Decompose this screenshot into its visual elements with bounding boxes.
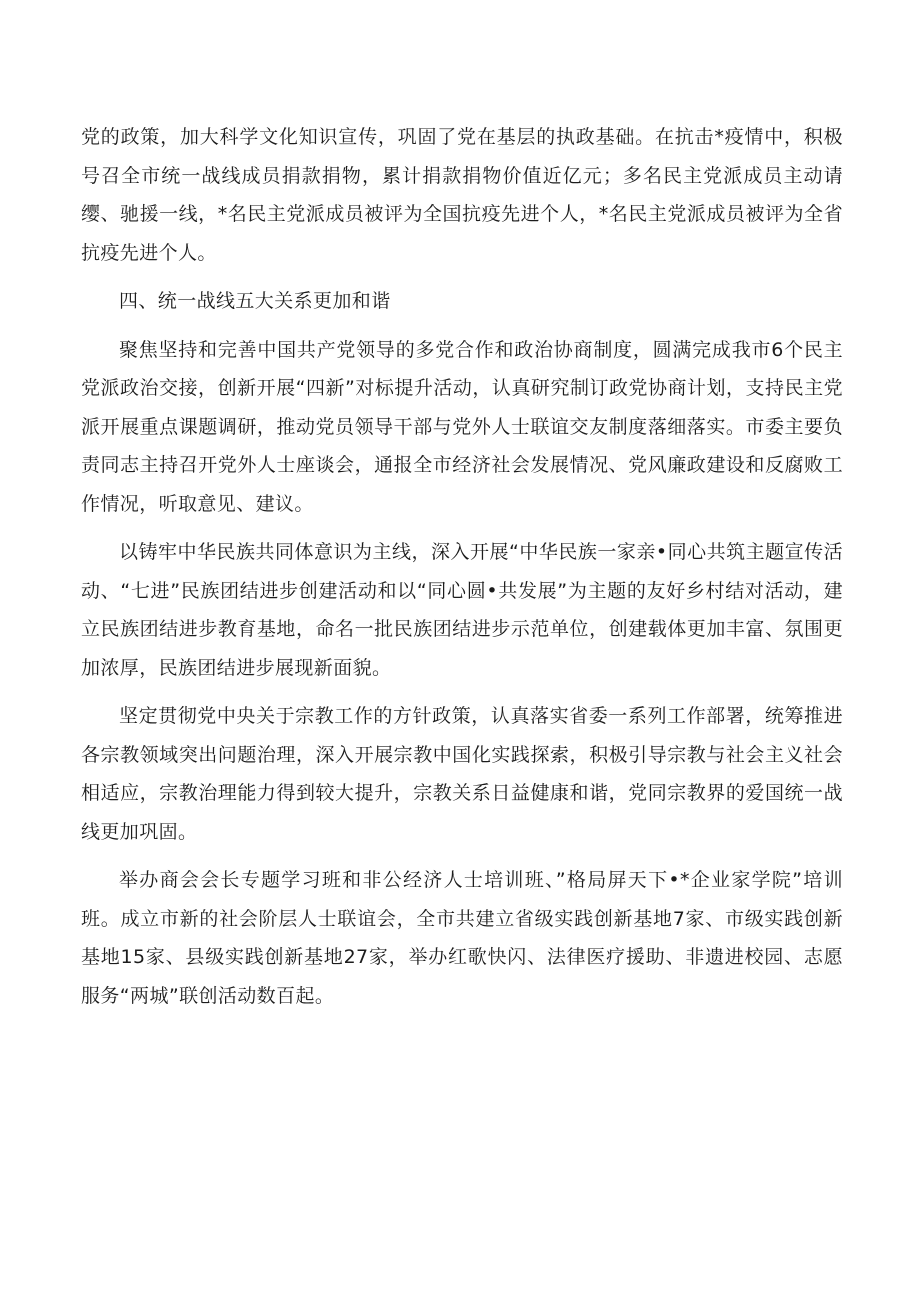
- paragraph-private-economy: 举办商会会长专题学习班和非公经济人士培训班、”格局屏天下•*企业家学院”培训班。成立市新的社会阶层人士联谊会，全市共建立省级实践创新基地7家、市级实践创新基地15家、县级实践创新基地27家，举办红歌快闪、法律医疗援助、非遗进校园、志愿服务“两城”联创活动数百起。: [81, 869, 843, 1007]
- paragraph-religious-work: 坚定贯彻党中央关于宗教工作的方针政策，认真落实省委一系列工作部署，统筹推进各宗教领域突出问题治理，深入开展宗教中国化实践探索，积极引导宗教与社会主义社会相适应，宗教治理能力得到较大提升，宗教关系日益健康和谐，党同宗教界的爱国统一战线更加巩固。: [81, 705, 843, 843]
- paragraph-continuation: 党的政策，加大科学文化知识宣传，巩固了党在基层的执政基础。在抗击*疫情中，积极号召全市统一战线成员捐款捐物，累计捐款捐物价值近亿元；多名民主党派成员主动请缨、驰援一线，*名民主党派成员被评为全国抗疫先进个人，*名民主党派成员被评为全省抗疫先进个人。: [81, 126, 843, 264]
- paragraph-ethnic-unity: 以铸牢中华民族共同体意识为主线，深入开展“中华民族一家亲•同心共筑主题宣传活动、“七进”民族团结进步创建活动和以“同心圆•共发展”为主题的友好乡村结对活动，建立民族团结进步教育基地，命名一批民族团结进步示范单位，创建载体更加丰富、氛围更加浓厚，民族团结进步展现新面貌。: [81, 541, 843, 679]
- paragraph-multiparty-cooperation: 聚焦坚持和完善中国共产党领导的多党合作和政治协商制度，圆满完成我市6个民主党派政治交接，创新开展“四新”对标提升活动，认真研究制订政党协商计划，支持民主党派开展重点课题调研，推动党员领导干部与党外人士联谊交友制度落细落实。市委主要负责同志主持召开党外人士座谈会，通报全市经济社会发展情况、党风廉政建设和反腐败工作情况，听取意见、建议。: [81, 338, 843, 515]
- section-heading: 四、统一战线五大关系更加和谐: [119, 290, 391, 312]
- document-body: [81, 118, 843, 1025]
